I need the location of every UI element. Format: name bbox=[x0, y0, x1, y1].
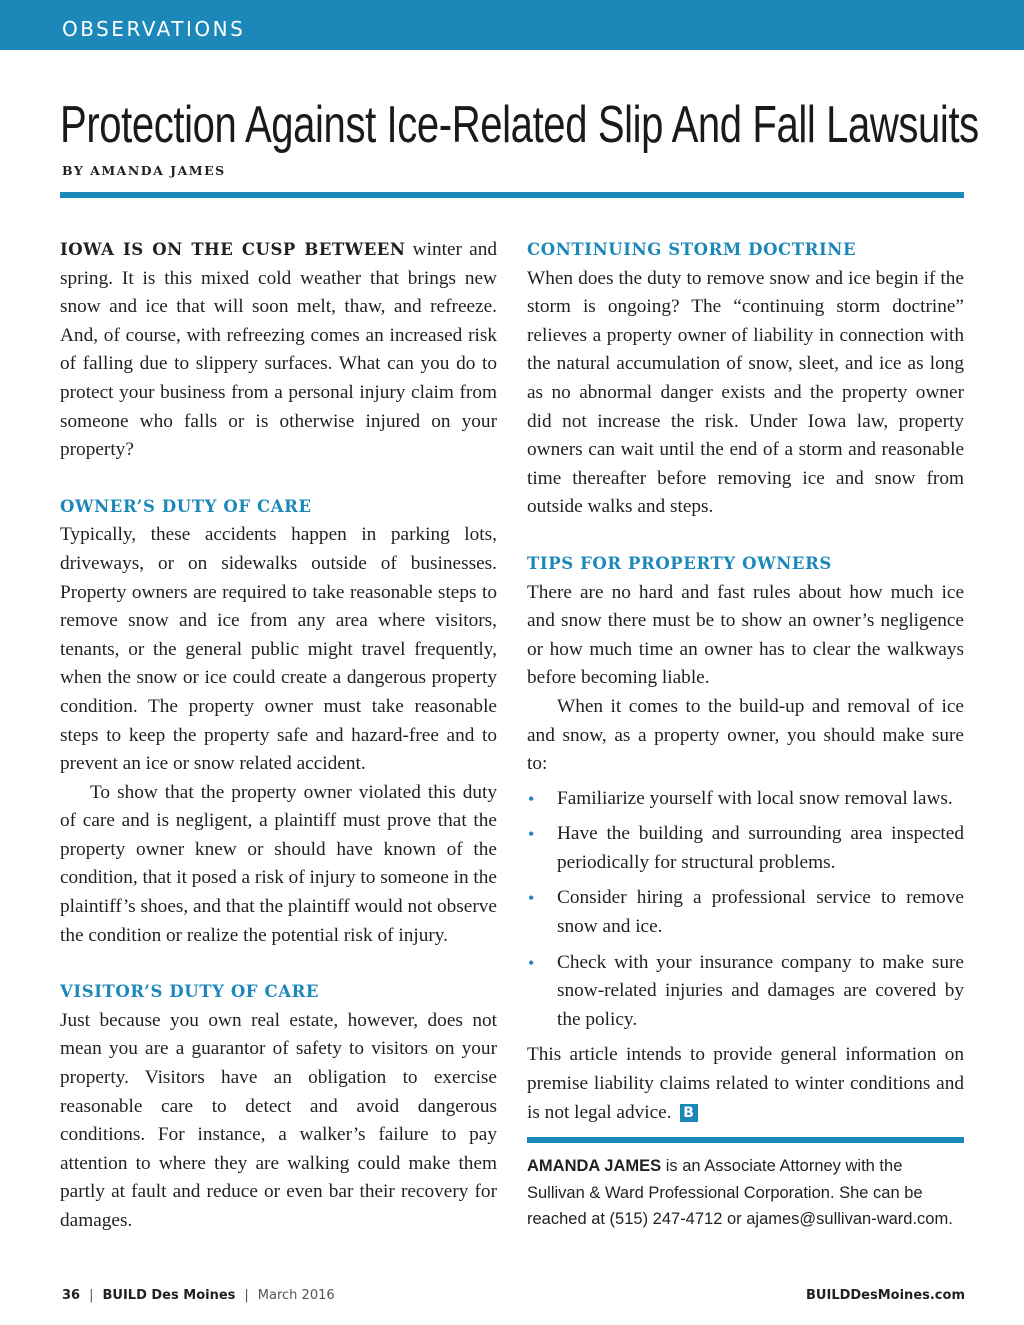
list-item: • Check with your insurance company to make sure snow-related injuries and damages are covered by the policy. bbox=[527, 949, 964, 1035]
owners-duty-paragraph-1: Typically, these accidents happen in parking lots, driveways, or on sidewalks outside of businesses. Property owners are required to take reasonable steps to remove snow and ice from any area where visitors, tenants, or the general public might travel frequently, when the snow or ice could create a dangerous property condition. The property owner must take reasonable steps to keep the property safe and hazard-free and to prevent an ice or snow related accident. bbox=[60, 524, 497, 775]
footer-separator: | bbox=[89, 1288, 94, 1303]
list-item: • Familiarize yourself with local snow removal laws. bbox=[527, 785, 964, 814]
right-column bbox=[527, 236, 964, 1127]
section-label: OBSERVATIONS bbox=[62, 17, 246, 41]
intro-text: winter and spring. It is this mixed cold weather that brings new snow and ice that will soon melt, thaw, and refreeze. And, of course, with refreezing comes an increased risk of falling due to slippery surfaces. What can you do to protect your business from a personal injury claim from someone who falls or is otherwise injured on your property? bbox=[60, 239, 497, 461]
section-header-band bbox=[0, 0, 1024, 50]
author-bio bbox=[527, 1153, 964, 1233]
page-footer bbox=[62, 1288, 965, 1308]
heading-visitors-duty: VISITOR’S DUTY OF CARE bbox=[60, 982, 320, 1002]
tips-list bbox=[527, 785, 964, 1035]
footer-left bbox=[62, 1288, 335, 1303]
heading-owners-duty: OWNER’S DUTY OF CARE bbox=[60, 496, 312, 516]
intro-lead-in: IOWA IS ON THE CUSP BETWEEN bbox=[60, 240, 406, 259]
heading-tips: TIPS FOR PROPERTY OWNERS bbox=[527, 553, 832, 573]
list-item: • Have the building and surrounding area inspected periodically for structural problems. bbox=[527, 820, 964, 877]
bullet-icon: • bbox=[528, 824, 535, 845]
footer-separator: | bbox=[244, 1288, 249, 1303]
byline: BY AMANDA JAMES bbox=[62, 163, 226, 178]
bullet-icon: • bbox=[528, 888, 535, 909]
bullet-icon: • bbox=[528, 952, 535, 973]
end-mark-icon: B bbox=[680, 1104, 698, 1122]
left-column bbox=[60, 236, 497, 1236]
tips-paragraph-1: There are no hard and fast rules about how much ice and snow there must be to show an owner’s negligence or how much time an owner has to clear the walkways before becoming liable. bbox=[527, 581, 964, 689]
bullet-icon: • bbox=[528, 788, 535, 809]
title-divider bbox=[60, 192, 964, 198]
website-link[interactable]: BUILDDesMoines.com bbox=[806, 1288, 965, 1303]
visitors-duty-paragraph: Just because you own real estate, however, does not mean you are a guarantor of safety to visitors on your property. Visitors have an obligation to exercise reasonable care to detect and avoid dangerous conditions. For instance, a walker’s failure to pay attention to where they are walking could make them partly at fault and reduce or even bar their recovery for damages. bbox=[60, 1009, 497, 1231]
list-item: • Consider hiring a professional service to remove snow and ice. bbox=[527, 884, 964, 941]
heading-storm-doctrine: CONTINUING STORM DOCTRINE bbox=[527, 240, 857, 259]
author-bio-text: is an Associate Attorney with the Sullivan & Ward Professional Corporation. She can be reached at (515) 247-4712 or ajames@sullivan-ward.com. bbox=[527, 1157, 953, 1228]
author-name: AMANDA JAMES bbox=[527, 1157, 662, 1175]
intro-paragraph bbox=[60, 236, 497, 465]
bio-divider bbox=[527, 1137, 964, 1143]
tips-paragraph-2: When it comes to the build-up and removal of ice and snow, as a property owner, you should make sure to: bbox=[527, 695, 964, 775]
article-title: Protection Against Ice-Related Slip And Fall Lawsuits bbox=[60, 96, 979, 154]
owners-duty-paragraph-2: To show that the property owner violated this duty of care and is negligent, a plaintiff must prove that the property owner knew or should have known of the condition, that it posed a risk of injury to someone in the plaintiff’s shoes, and that the plaintiff would not observe the condition or realize the potential risk of injury. bbox=[60, 781, 497, 946]
storm-doctrine-paragraph: When does the duty to remove snow and ice begin if the storm is ongoing? The “continuing storm doctrine” relieves a property owner of liability in connection with the natural accumulation of snow, sleet, and ice as long as no abnormal danger exists and the property owner did not increase the risk. Under Iowa law, property owners can wait until the end of a storm and reasonable time thereafter before removing ice and snow from outside walks and steps. bbox=[527, 267, 964, 518]
closing-paragraph: This article intends to provide general information on premise liability claims related to winter conditions and is not legal advice. B bbox=[527, 1044, 964, 1123]
publication-name: BUILD Des Moines bbox=[102, 1288, 236, 1303]
issue-date: March 2016 bbox=[257, 1288, 335, 1303]
page-number: 36 bbox=[62, 1288, 81, 1303]
